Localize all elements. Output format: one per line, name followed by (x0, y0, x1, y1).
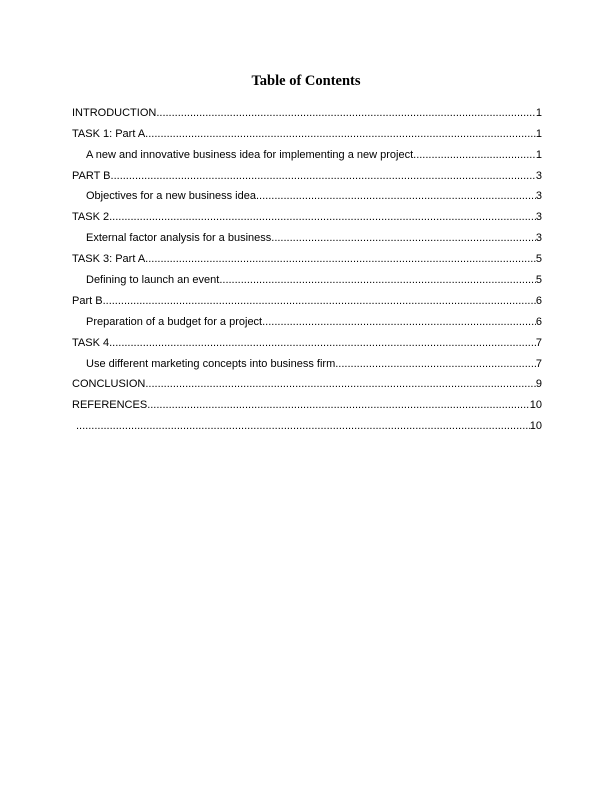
toc-entry-text: Preparation of a budget for a project (86, 315, 263, 328)
toc-entry-page: 3 (535, 169, 542, 182)
toc-entry-part-b[interactable] (72, 163, 542, 184)
toc-leader (271, 232, 536, 246)
toc-leader (109, 211, 536, 225)
toc-entry-conclusion[interactable] (72, 372, 542, 393)
toc-entry-task1-part-a[interactable] (72, 121, 542, 142)
toc-leader (156, 107, 536, 121)
toc-entry-text: Part B (72, 294, 103, 307)
toc-entry-page: 9 (535, 378, 542, 391)
toc-entry-task2[interactable] (72, 204, 542, 225)
toc-entry-task4[interactable] (72, 330, 542, 351)
toc-entry-launch-event[interactable] (72, 267, 542, 288)
toc-leader (147, 399, 530, 413)
toc-entry-text: External factor analysis for a business (86, 232, 272, 245)
toc-leader (145, 253, 536, 267)
toc-entry-introduction[interactable] (72, 100, 542, 121)
toc-leader (413, 149, 536, 163)
toc-entry-page: 1 (535, 127, 542, 140)
toc-entry-page: 10 (529, 399, 542, 412)
toc-entry-page: 3 (535, 211, 542, 224)
toc-entry-untitled[interactable] (72, 413, 542, 434)
toc-leader (103, 295, 536, 309)
toc-entry-page: 10 (529, 420, 542, 433)
toc-entry-page: 6 (535, 315, 542, 328)
toc-leader (76, 420, 530, 434)
toc-entry-text: INTRODUCTION (72, 106, 157, 119)
toc-entry-page: 5 (535, 253, 542, 266)
toc-entry-page: 3 (535, 190, 542, 203)
toc-entry-page: 5 (535, 274, 542, 287)
toc-title: Table of Contents (251, 73, 361, 89)
toc-entry-task3-part-a[interactable] (72, 246, 542, 267)
toc-entry-page: 6 (535, 294, 542, 307)
toc-entry-text: Defining to launch an event (86, 274, 220, 287)
toc-leader (335, 358, 536, 372)
toc-entry-marketing-concepts[interactable] (72, 351, 542, 372)
toc-leader (111, 170, 536, 184)
toc-entry-text: CONCLUSION (72, 378, 146, 391)
toc-entry-references[interactable] (72, 392, 542, 413)
toc-entry-business-idea[interactable] (72, 142, 542, 163)
toc-list (72, 100, 542, 434)
toc-entry-text: Use different marketing concepts into business firm (86, 357, 336, 370)
toc-entry-page: 7 (535, 357, 542, 370)
toc-entry-page: 1 (535, 106, 542, 119)
toc-entry-text: TASK 1: Part A (72, 127, 146, 140)
toc-leader (145, 128, 536, 142)
toc-leader (256, 190, 536, 204)
toc-entry-text: Objectives for a new business idea (86, 190, 256, 203)
toc-entry-page: 7 (535, 336, 542, 349)
toc-entry-text: TASK 2 (72, 211, 110, 224)
toc-entry-part-b-2[interactable] (72, 288, 542, 309)
toc-entry-text: PART B (72, 169, 111, 182)
toc-entry-text: REFERENCES (72, 399, 148, 412)
toc-entry-budget[interactable] (72, 309, 542, 330)
toc-leader (262, 316, 536, 330)
toc-leader (145, 378, 536, 392)
toc-leader (219, 274, 536, 288)
toc-entry-text: TASK 3: Part A (72, 253, 146, 266)
toc-entry-text: TASK 4 (72, 336, 110, 349)
toc-leader (109, 337, 536, 351)
toc-entry-objectives[interactable] (72, 184, 542, 205)
toc-entry-external-factor[interactable] (72, 225, 542, 246)
toc-entry-page: 1 (535, 148, 542, 161)
toc-entry-page: 3 (535, 232, 542, 245)
toc-entry-text: A new and innovative business idea for implementing a new project (86, 148, 414, 161)
